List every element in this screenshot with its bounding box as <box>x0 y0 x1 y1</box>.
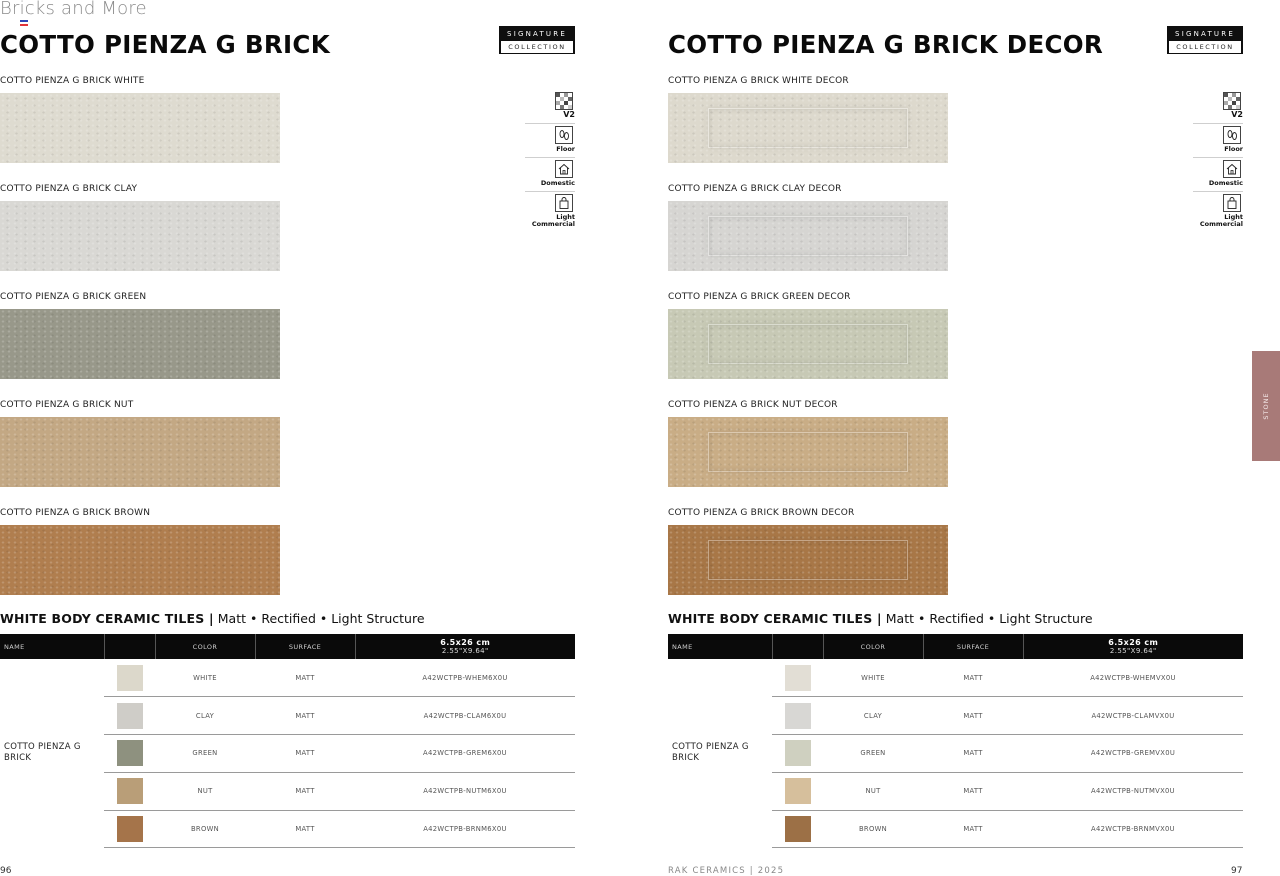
tile-label: COTTO PIENZA G BRICK NUT <box>0 400 134 410</box>
header-size <box>1023 634 1243 659</box>
row-color: WHITE <box>155 659 255 697</box>
tile-label: COTTO PIENZA G BRICK BROWN DECOR <box>668 508 855 518</box>
row-color: WHITE <box>823 659 923 697</box>
tile-image-clay <box>0 201 280 271</box>
tile-image-nut <box>0 417 280 487</box>
row-surface: MATT <box>923 697 1023 735</box>
header-color: COLOR <box>155 634 255 659</box>
light-commercial-label <box>1200 214 1243 228</box>
row-color: NUT <box>823 772 923 810</box>
row-surface: MATT <box>255 735 355 773</box>
commercial-text: Commercial <box>1199 220 1243 228</box>
domestic-block <box>525 160 575 194</box>
row-surface: MATT <box>255 772 355 810</box>
row-surface: MATT <box>923 810 1023 848</box>
v2-block <box>1193 92 1243 126</box>
row-surface: MATT <box>255 659 355 697</box>
row-color: CLAY <box>155 697 255 735</box>
badge-top-text: SIGNATURE <box>1175 30 1235 38</box>
spec-line <box>0 611 425 626</box>
v2-label: V2 <box>1231 110 1243 119</box>
feature-icons <box>1193 92 1243 234</box>
flag-icon <box>20 20 28 26</box>
swatch-clay <box>117 703 143 729</box>
swatch-white <box>785 665 811 691</box>
row-color: GREEN <box>155 735 255 773</box>
row-code: A42WCTPB-NUTMVX0U <box>1023 772 1243 810</box>
spec-bold: WHITE BODY CERAMIC TILES | <box>0 611 214 626</box>
badge-top-text: SIGNATURE <box>507 30 567 38</box>
header-size <box>355 634 575 659</box>
v2-pattern-icon <box>555 92 573 110</box>
light-text: Light <box>556 213 575 221</box>
badge-bottom-text: COLLECTION <box>1169 41 1241 53</box>
footprints-icon <box>555 126 573 144</box>
floor-block <box>525 126 575 160</box>
row-code: A42WCTPB-BRNMVX0U <box>1023 810 1243 848</box>
page-title: COTTO PIENZA G BRICK <box>0 30 330 59</box>
row-code: A42WCTPB-GREMVX0U <box>1023 735 1243 773</box>
side-tab-label: STONE <box>1262 392 1270 420</box>
row-color: CLAY <box>823 697 923 735</box>
tile-image-green <box>0 309 280 379</box>
left-page <box>0 0 640 875</box>
page-title: COTTO PIENZA G BRICK DECOR <box>668 30 1104 59</box>
decor-tile-image-green <box>668 309 948 379</box>
product-table <box>0 634 575 848</box>
tile-image-brown <box>0 525 280 595</box>
light-commercial-label <box>532 214 575 228</box>
row-color: BROWN <box>155 810 255 848</box>
size-cm: 6.5x26 cm <box>440 638 491 647</box>
decor-tile-image-nut <box>668 417 948 487</box>
swatch-green <box>117 740 143 766</box>
size-cm: 6.5x26 cm <box>1108 638 1159 647</box>
row-surface: MATT <box>255 810 355 848</box>
footprints-icon <box>1223 126 1241 144</box>
tile-label: COTTO PIENZA G BRICK CLAY DECOR <box>668 184 842 194</box>
row-code: A42WCTPB-GREM6X0U <box>355 735 575 773</box>
product-name: COTTO PIENZA G BRICK <box>4 742 81 764</box>
v2-label: V2 <box>563 110 575 119</box>
shopping-bag-icon <box>555 194 573 212</box>
row-color: BROWN <box>823 810 923 848</box>
swatch-brown <box>785 816 811 842</box>
swatch-white <box>117 665 143 691</box>
commercial-text: Commercial <box>531 220 575 228</box>
spec-rest: Matt • Rectified • Light Structure <box>885 611 1093 626</box>
house-icon <box>1223 160 1241 178</box>
floor-label: Floor <box>556 145 575 153</box>
decor-tile-image-clay <box>668 201 948 271</box>
row-code: A42WCTPB-CLAMVX0U <box>1023 697 1243 735</box>
swatch-clay <box>785 703 811 729</box>
signature-collection-badge <box>1167 26 1243 54</box>
spec-line <box>668 611 1093 626</box>
page-number-left: 96 <box>0 866 12 876</box>
light-commercial-block <box>1193 194 1243 234</box>
swatch-nut <box>785 778 811 804</box>
tile-label: COTTO PIENZA G BRICK GREEN <box>0 292 147 302</box>
shopping-bag-icon <box>1223 194 1241 212</box>
tile-image-white <box>0 93 280 163</box>
header-color: COLOR <box>823 634 923 659</box>
row-surface: MATT <box>923 659 1023 697</box>
spec-bold: WHITE BODY CERAMIC TILES | <box>668 611 882 626</box>
row-code: A42WCTPB-CLAM6X0U <box>355 697 575 735</box>
row-code: A42WCTPB-NUTM6X0U <box>355 772 575 810</box>
light-commercial-block <box>525 194 575 234</box>
domestic-block <box>1193 160 1243 194</box>
stone-section-tab[interactable] <box>1252 351 1280 461</box>
domestic-label: Domestic <box>1208 179 1243 187</box>
decor-tile-image-white <box>668 93 948 163</box>
tile-label: COTTO PIENZA G BRICK NUT DECOR <box>668 400 838 410</box>
v2-pattern-icon <box>1223 92 1241 110</box>
row-code: A42WCTPB-WHEMVX0U <box>1023 659 1243 697</box>
header-name: NAME <box>668 634 772 659</box>
header-surface: SURFACE <box>923 634 1023 659</box>
badge-bottom-text: COLLECTION <box>501 41 573 53</box>
domestic-label: Domestic <box>540 179 575 187</box>
row-code: A42WCTPB-WHEM6X0U <box>355 659 575 697</box>
table-row <box>0 659 575 697</box>
floor-block <box>1193 126 1243 160</box>
right-page <box>640 0 1280 875</box>
swatch-brown <box>117 816 143 842</box>
feature-icons <box>525 92 575 234</box>
row-surface: MATT <box>255 697 355 735</box>
light-text: Light <box>1224 213 1243 221</box>
swatch-nut <box>117 778 143 804</box>
size-in: 2.55"X9.64" <box>441 647 489 655</box>
swatch-green <box>785 740 811 766</box>
row-surface: MATT <box>923 772 1023 810</box>
row-code: A42WCTPB-BRNM6X0U <box>355 810 575 848</box>
section-title: Bricks and More <box>0 0 147 19</box>
house-icon <box>555 160 573 178</box>
table-row <box>668 659 1243 697</box>
tile-label: COTTO PIENZA G BRICK WHITE DECOR <box>668 76 849 86</box>
page-number-right: 97 <box>1231 866 1243 876</box>
decor-tile-image-brown <box>668 525 948 595</box>
tile-label: COTTO PIENZA G BRICK GREEN DECOR <box>668 292 851 302</box>
tile-label: COTTO PIENZA G BRICK BROWN <box>0 508 151 518</box>
product-table <box>668 634 1243 848</box>
signature-collection-badge <box>499 26 575 54</box>
spec-rest: Matt • Rectified • Light Structure <box>217 611 425 626</box>
header-name: NAME <box>0 634 104 659</box>
tile-label: COTTO PIENZA G BRICK CLAY <box>0 184 138 194</box>
row-color: GREEN <box>823 735 923 773</box>
v2-block <box>525 92 575 126</box>
tile-label: COTTO PIENZA G BRICK WHITE <box>0 76 145 86</box>
row-color: NUT <box>155 772 255 810</box>
floor-label: Floor <box>1224 145 1243 153</box>
row-surface: MATT <box>923 735 1023 773</box>
header-surface: SURFACE <box>255 634 355 659</box>
product-name: COTTO PIENZA G BRICK <box>672 742 749 764</box>
footer-brand: RAK CERAMICS | 2025 <box>668 866 785 876</box>
size-in: 2.55"X9.64" <box>1109 647 1157 655</box>
